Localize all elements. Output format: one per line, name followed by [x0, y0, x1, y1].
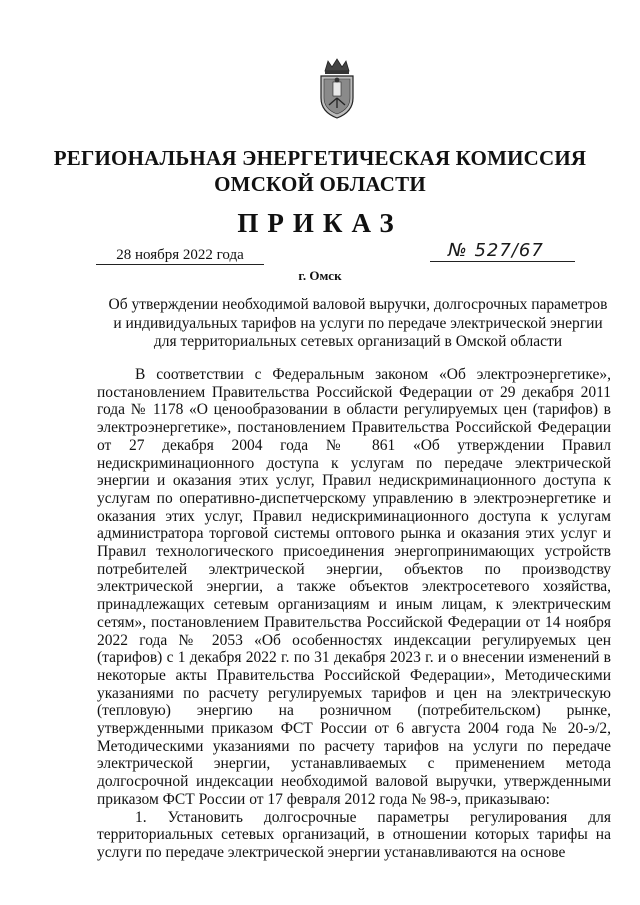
document-date: 28 ноября 2022 года: [96, 246, 264, 265]
body-paragraph: 1. Установить долгосрочные параметры регулирования для территориальных сетевых организаций, в отношении которых тарифы на услуги по передаче электрической энергии устанавливаются на основе: [97, 808, 611, 861]
body-paragraph: В соответствии с Федеральным законом «Об электроэнергетике», постановлением Правительства Российской Федерации от 29 декабря 2011 года № 1178 «О ценообразовании в области регулируемых цен (тарифов) в электроэнергетике», постановлением Правительства Российской Федерации от 27 декабря 2004 года № 861 «Об утверждении Правил недискриминационного доступа к услугам по передаче электрической энергии и оказания этих услуг, Правил недискриминационного доступа к услугам по оперативно-диспетчерскому управлению в электроэнергетике и оказания этих услуг, Правил недискриминационного доступа к услугам администратора торговой системы оптового рынка и оказания этих услуг и Правил технологического присоединения энергопринимающих устройств потребителей электрической энергии, объектов по производству электрической энергии, а также объектов электросетевого хозяйства, принадлежащих сетевым организациям и иным лицам, к электрическим сетям», постановлением Правительства Российской Федерации от 14 ноября 2022 года № 2053 «Об особенностях индексации регулируемых цен (тарифов) с 1 декабря 2022 г. по 31 декабря 2023 г. и о внесении изменений в некоторые акты Правительства Российской Федерации», Методическими указаниями по расчету регулируемых тарифов и цен на электрическую (тепловую) энергию на розничном (потребительском) рынке, утвержденными приказом ФСТ России от 6 августа 2004 года № 20-э/2, Методическими указаниями по расчету тарифов на услуги по передаче электрической энергии, устанавливаемых с применением метода долгосрочной индексации необходимой валовой выручки, утвержденными приказом ФСТ России от 17 февраля 2012 года № 98-э, приказываю:: [97, 366, 611, 808]
document-city: г. Омск: [298, 268, 342, 283]
omsk-coat-of-arms-icon: [316, 58, 358, 120]
document-body: [97, 366, 611, 862]
document-subject: Об утверждении необходимой валовой выручки, долгосрочных параметров и индивидуальных тарифов на услуги по передаче электрической энергии для территориальных сетевых организаций в Омской области: [108, 296, 608, 350]
document-number: № 527/67: [430, 240, 575, 262]
organization-region: ОМСКОЙ ОБЛАСТИ: [214, 172, 426, 196]
document-type-title: ПРИКАЗ: [237, 208, 403, 238]
organization-name: РЕГИОНАЛЬНАЯ ЭНЕРГЕТИЧЕСКАЯ КОМИССИЯ: [53, 146, 587, 170]
